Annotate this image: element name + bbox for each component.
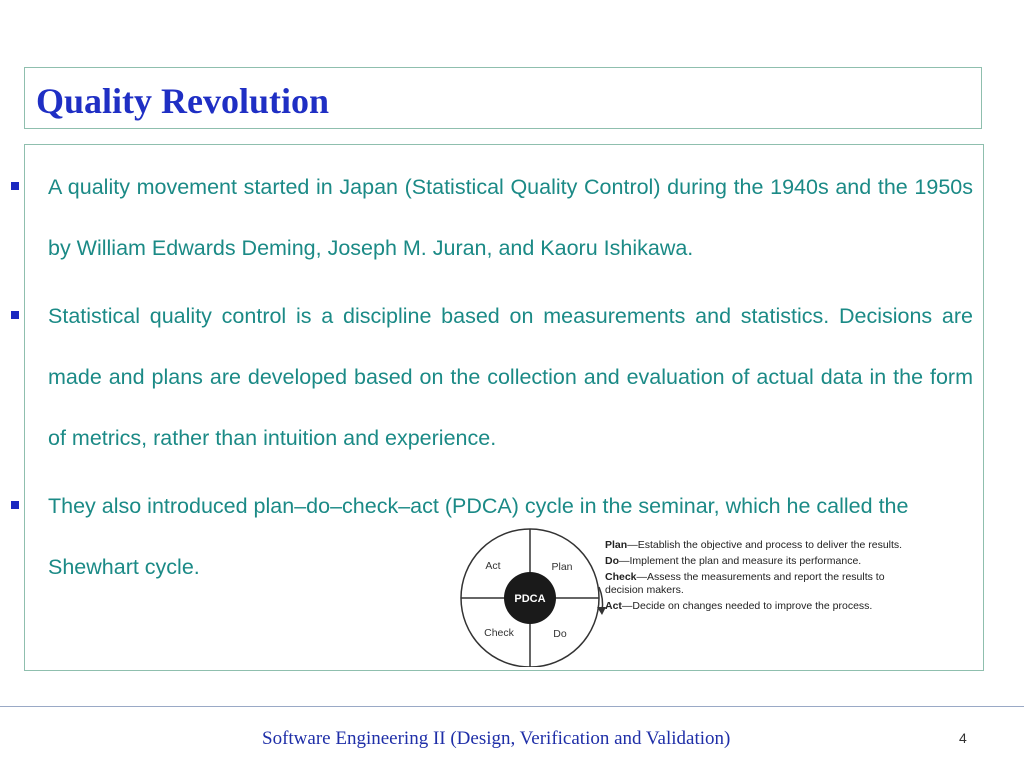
pdca-definitions — [605, 539, 905, 616]
pdca-cycle-diagram — [458, 527, 606, 667]
footer-divider — [0, 706, 1024, 707]
slide-title: Quality Revolution — [36, 81, 330, 121]
definition-check: Check—Assess the measurements and report the results to decision makers. — [605, 571, 885, 596]
bullet-item — [48, 286, 973, 469]
bullet-square-icon — [11, 501, 19, 509]
footer-course-title: Software Engineering II (Design, Verification and Validation) — [262, 728, 731, 749]
bullet-text: They also introduced plan–do–check–act (PDCA) cycle in the seminar, which he called the Shewhart cycle. — [48, 494, 909, 579]
pdca-center-label: PDCA — [514, 593, 546, 605]
pdca-act-label: Act — [485, 560, 501, 572]
page-number: 4 — [959, 730, 967, 746]
pdca-check-label: Check — [484, 627, 514, 639]
definition-do: Do—Implement the plan and measure its performance. — [605, 555, 862, 567]
bullet-text: Statistical quality control is a discipline based on measurements and statistics. Decisions are made and plans are developed based on the collection and evaluation of actual data in the form of metrics, rather than intuition and experience. — [48, 304, 973, 450]
definition-act: Act—Decide on changes needed to improve the process. — [605, 600, 873, 612]
bullet-square-icon — [11, 311, 19, 319]
bullet-square-icon — [11, 182, 19, 190]
definition-plan: Plan—Establish the objective and process to deliver the results. — [605, 539, 903, 551]
title-box — [24, 67, 982, 129]
pdca-plan-label: Plan — [551, 561, 573, 573]
bullet-text: A quality movement started in Japan (Statistical Quality Control) during the 1940s and the 1950s by William Edwards Deming, Joseph M. Juran, and Kaoru Ishikawa. — [48, 175, 973, 260]
bullet-item — [48, 157, 973, 279]
pdca-do-label: Do — [553, 628, 567, 640]
